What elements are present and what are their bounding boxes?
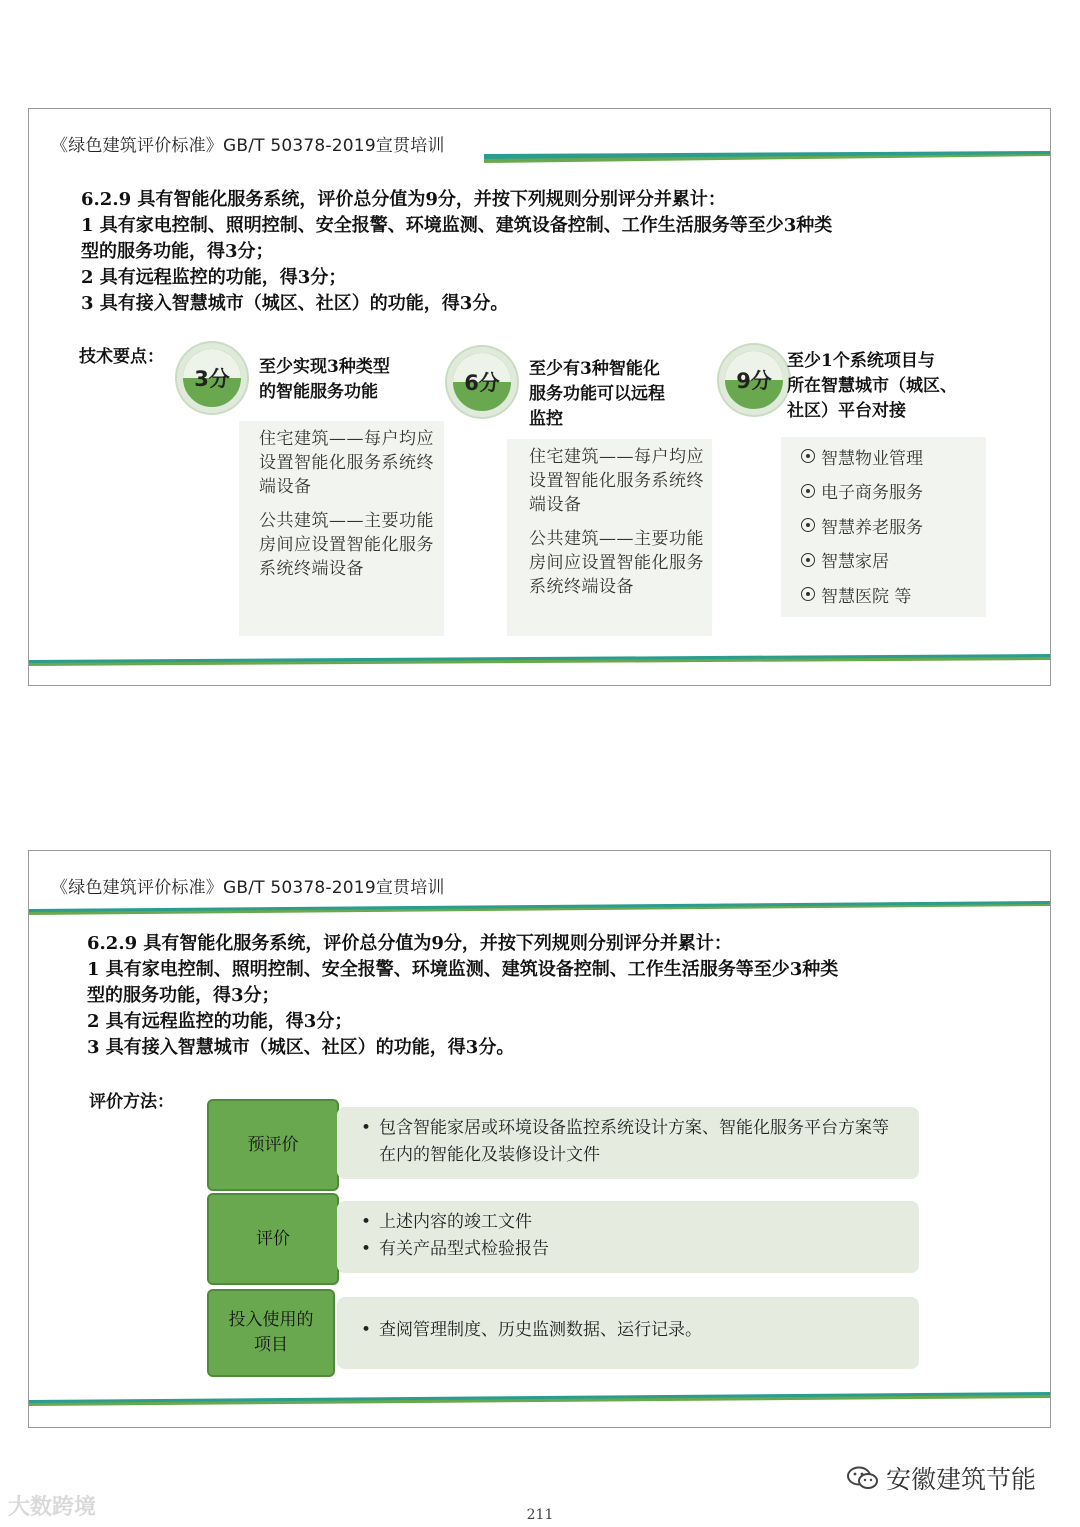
method-description [337,1297,919,1369]
method-label: 投入使用的项目 [207,1289,335,1377]
method-label: 评价 [207,1193,339,1285]
page-number: 211 [526,1507,554,1523]
slide-header: 《绿色建筑评价标准》GB/T 50378-2019宣贯培训 [51,136,445,156]
bullet-icon: • [361,1118,372,1138]
column-2-body [529,445,709,609]
rule-text [81,187,1001,317]
list-item: • 包含智能家居或环境设备监控系统设计方案、智能化服务平台方案等在内的智能化及装修设计文件 [361,1115,899,1169]
title-line: 的智能服务功能 [259,382,378,402]
section-label-evaluation-method: 评价方法： [89,1092,174,1112]
wechat-brand [846,1460,1036,1496]
title-line: 至少实现3种类型 [259,357,390,377]
method-description [337,1107,919,1179]
circle-bullet-icon [801,553,815,567]
title-line: 社区）平台对接 [787,401,906,421]
list-item: 智慧物业管理 [801,439,923,474]
rule-line: 1 具有家电控制、照明控制、安全报警、环境监测、建筑设备控制、工作生活服务等至少3种类 [81,215,833,236]
watermark: 大数跨境 [8,1495,97,1520]
title-line: 至少1个系统项目与 [787,351,935,371]
score-badge-9: 9分 [719,345,789,415]
section-label-key-points: 技术要点： [79,347,164,367]
circle-bullet-icon [801,449,815,463]
slide-1 [28,108,1051,686]
smart-city-list [801,439,923,612]
list-item: • 上述内容的竣工文件 [361,1209,899,1236]
list-item: 电子商务服务 [801,474,923,509]
bullet-icon: • [361,1239,372,1259]
list-item: • 有关产品型式检验报告 [361,1236,899,1263]
circle-bullet-icon [801,518,815,532]
title-line: 服务功能可以远程 [529,384,665,404]
slide-2 [28,850,1051,1428]
list-item: • 查阅管理制度、历史监测数据、运行记录。 [361,1317,899,1344]
rule-line: 2 具有远程监控的功能，得3分； [81,267,347,288]
circle-bullet-icon [801,587,815,601]
rule-line: 3 具有接入智慧城市（城区、社区）的功能，得3分。 [81,293,509,314]
rule-line: 3 具有接入智慧城市（城区、社区）的功能，得3分。 [87,1037,515,1058]
body-paragraph: 住宅建筑——每户均应设置智能化服务系统终端设备 [259,429,434,497]
column-3-title [787,349,957,424]
rule-line: 型的服务功能，得3分； [87,985,280,1006]
rule-line: 1 具有家电控制、照明控制、安全报警、环境监测、建筑设备控制、工作生活服务等至少3种类 [87,959,839,980]
column-1-title [259,355,390,405]
rule-line: 2 具有远程监控的功能，得3分； [87,1011,353,1032]
rule-line: 型的服务功能，得3分； [81,241,274,262]
method-label: 预评价 [207,1099,339,1191]
score-badge-6: 6分 [447,347,517,417]
wechat-icon [846,1466,880,1490]
column-1-body [259,427,439,591]
method-description [337,1201,919,1273]
title-line: 至少有3种智能化 [529,359,660,379]
body-paragraph: 公共建筑——主要功能房间应设置智能化服务系统终端设备 [529,529,704,597]
list-item: 智慧医院 等 [801,577,923,612]
rule-line: 6.2.9 具有智能化服务系统，评价总分值为9分，并按下列规则分别评分并累计： [87,933,732,954]
bullet-icon: • [361,1320,372,1340]
rule-text [87,931,1007,1061]
list-item: 智慧家居 [801,543,923,578]
title-line: 所在智慧城市（城区、 [787,376,957,396]
rule-line: 6.2.9 具有智能化服务系统，评价总分值为9分，并按下列规则分别评分并累计： [81,189,726,210]
score-badge-3: 3分 [177,343,247,413]
column-2-title [529,357,665,432]
brand-name: 安徽建筑节能 [886,1465,1037,1494]
circle-bullet-icon [801,484,815,498]
body-paragraph: 住宅建筑——每户均应设置智能化服务系统终端设备 [529,447,704,515]
body-paragraph: 公共建筑——主要功能房间应设置智能化服务系统终端设备 [259,511,434,579]
title-line: 监控 [529,409,563,429]
list-item: 智慧养老服务 [801,508,923,543]
slide-header: 《绿色建筑评价标准》GB/T 50378-2019宣贯培训 [51,878,445,898]
bullet-icon: • [361,1212,372,1232]
